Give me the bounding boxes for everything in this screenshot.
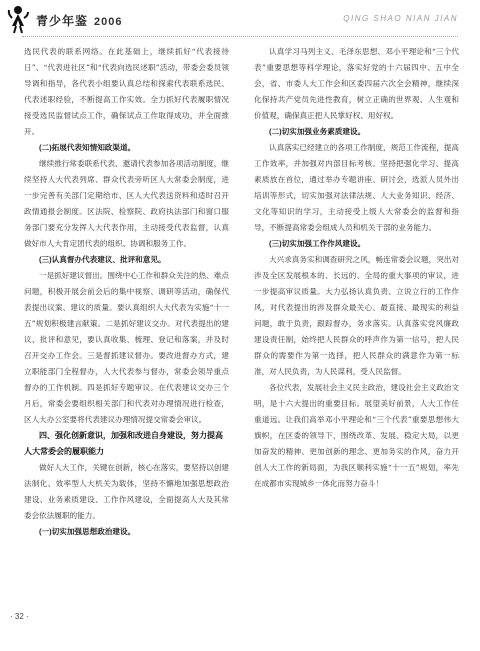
right-column (254, 44, 459, 492)
page-header (0, 0, 480, 38)
paragraph: 大兴求真务实和调查研究之风，畅连常委会议题，突出对涉及全区发展根本的、长远的、全局的重大事项的审议，进一步提高审议质量。大力弘扬认真负责、立说立行的工作作风，对代表提出的涉及群众最关心、最直接、最现实的利益问题，敢于负责，跟踪督办，务求落实。认真落实党风廉政建设责任制，始终把人民群众的呼声作为第一信号，把人民群众的需要作为第一选择，把人民群众的满意作为第一标准，对人民负责，为人民谋利，受人民监督。 (254, 255, 459, 376)
publication-title (36, 12, 123, 29)
paragraph: 各位代表，发展社会主义民主政治，建设社会主义政治文明，是十六大提出的重要目标。展望美好前景，人大工作任重道远。让我们高举邓小平理论和“三个代表”重要思想伟大旗帜，在区委的领导下，围绕改革、发展、稳定大局，以更加奋发的精神、更加创新的理念、更加务实的作风，奋力开创人大工作的新局面，为我区顺利实施“十一五”规划，率先在成都市实现城乡一体化而努力奋斗！ (254, 383, 459, 488)
paragraph: 认真学习马列主义、毛泽东思想、邓小平理论和“三个代表”重要思想等科学理论，落实好党的十六届四中、五中全会，省、市委人大工作会和区委四届六次全会精神，继续深化保持共产党员先进性教育，树立正确的世界观、人生观和价值观，确保真正把人民掌好权、用好权。 (254, 47, 459, 120)
subheading: (二)切实加强业务素质建设。 (269, 127, 366, 136)
header-divider (22, 36, 458, 37)
left-column (24, 44, 229, 540)
section-heading: 四、强化创新意识，加强和改进自身建设，努力提高人大常委会的履职能力 (24, 431, 223, 456)
paragraph: 做好人大工作，关键在创新，核心在落实，要坚持以创建法制化、效率型人大机关为载体，坚持不懈地加强思想政治建设、业务素质建设、工作作风建设，全面提高人大及其常委会依法履职的能力。 (24, 463, 229, 520)
subheading: (三)认真督办代表建议、批评和意见。 (39, 255, 166, 264)
page-number: · 32 · (10, 612, 29, 621)
subheading: (三)切实加强工作作风建设。 (269, 239, 366, 248)
subheading: (二)拓展代表知情知政渠道。 (39, 143, 136, 152)
publication-edition: QING SHAO NIAN JIAN (343, 14, 458, 23)
dancer-logo-icon (6, 4, 30, 34)
paragraph: 选民代表的联系网络。在此基础上，继续抓好“代表接待日”、“代表进社区”和“代表向选民述职”活动，带委会委员领导调和指导，各代表小组要认真总结和探索代表联系选民、代表述职经验，不断提高工作实效。全力抓好代表履职情况接受选民监督试点工作，确保试点工作取得成功，并全面推开。 (24, 47, 229, 136)
paragraph: 继续推行常委联系代表、邀请代表参加各项活动制度，继续坚持人大代表列席、群众代表旁听区人大常委会制度，进一步完善有关部门定期给市、区人大代表送资料和适时召开政情通报会制度。区法院、检察院、政府执法部门和窗口服务部门要充分发挥人大代表作用，主动接受代表监督，认真做好市人大肯定团代表的组织、协调和服务工作。 (24, 159, 229, 248)
paragraph: 一是抓好建议督出。围绕中心工作和群众关注的热、难点问题，积极开展会前会后的集中视察、调研等活动，确保代表提出议案、建议的质量。要认真组织人大代表为实施“十一五”规划积极建言献策。二是抓好建议交办。对代表提出的建议、批评和意见，要认真收集、梳理、登记和落案，并及时召开交办工作会。三是督抓建议督办。要改进督办方式，建立职能部门全程督办，人大代表参与督办，常委会领导重点督办的工作机制。四是抓好专题审议。在代表建议交办三个月后，常委会要组织相关部门和代表对办理情况进行检查，区人大办公室要将代表建议办理情况提交常委会审议。 (24, 271, 229, 424)
paragraph: 认真落实已经建立的各项工作制度，规范工作流程，提高工作效率，并加强对内部目标考核。坚持把强化学习、提高素质放在首位，通过举办专题讲座、研讨会，选派人员外出培训等形式，切实加强对法律法规、人大业务知识、经济、文化等知识的学习，主动接受上级人大常委会的监督和指导，不断提高常委会组成人员和机关干部的业务能力。 (254, 143, 459, 232)
publication-year: 2006 (94, 16, 123, 28)
brand-name: 青少年鉴 (36, 14, 89, 28)
subheading: (一)切实加强思想政治建设。 (39, 527, 136, 536)
